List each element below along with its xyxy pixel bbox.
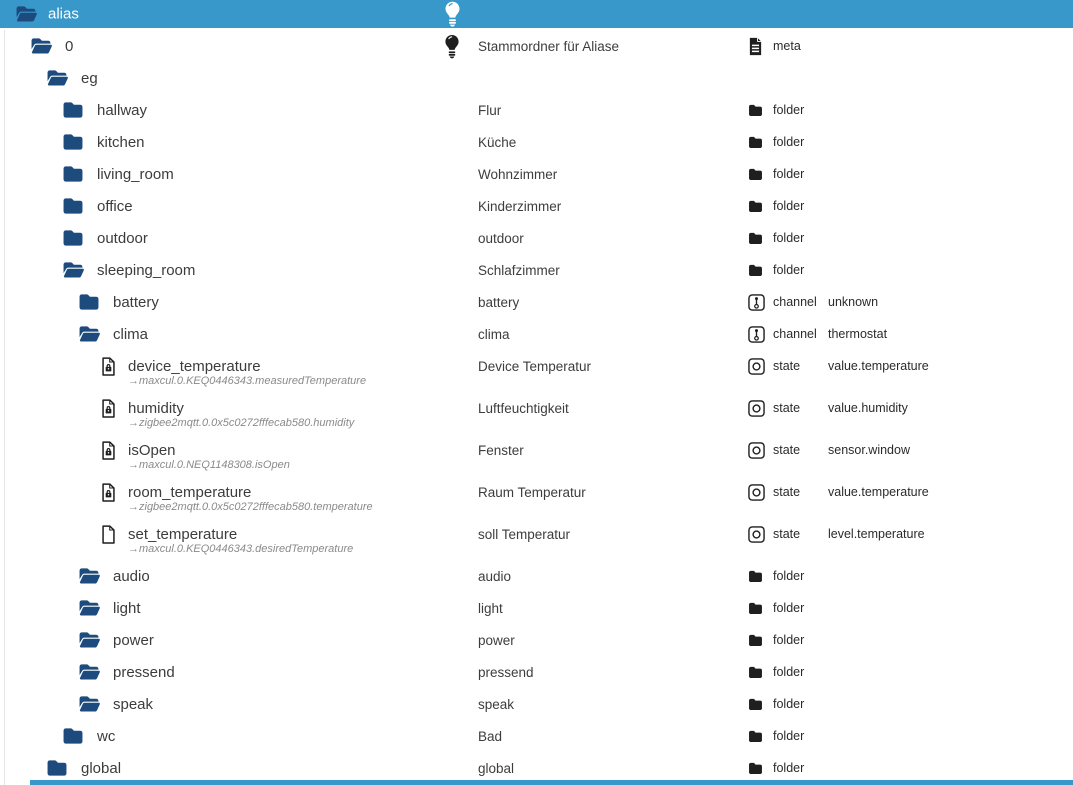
object-type-label: state [773,485,801,499]
object-type-cell [748,656,828,688]
object-name-label: global [478,760,515,776]
folder-small-icon [748,762,766,774]
folder-closed-icon [62,229,84,247]
object-type-label: folder [773,633,805,647]
object-name-label: pressend [478,664,534,680]
tree-row-set_temperature[interactable] [0,518,1073,560]
object-id-label: audio [113,567,150,585]
state-icon [748,442,766,459]
tree-row-room_temperature[interactable] [0,476,1073,518]
object-name-label: light [478,600,503,616]
object-id-label: speak [113,695,154,713]
object-id-label: set_temperature [128,525,238,543]
object-name-label: clima [478,326,510,342]
doc-lock-icon [101,441,116,460]
folder-closed-icon [62,165,84,183]
folder-open-icon [78,599,100,617]
tree-row-0[interactable] [0,30,1073,62]
folder-open-icon [78,325,100,343]
alias-target-reference: →zigbee2mqtt.0.0x5c0272fffecab580.temperature [128,501,373,513]
folder-open-icon [78,663,100,681]
object-name-label: audio [478,568,512,584]
object-id-label: outdoor [97,229,148,247]
state-icon [748,526,766,543]
column-divider [4,30,5,785]
object-id-label: 0 [65,37,74,55]
object-type-label: folder [773,569,805,583]
object-role-label: value.humidity [828,401,908,415]
object-type-label: folder [773,601,805,615]
object-id-label: global [81,759,122,777]
object-name-label: Flur [478,102,502,118]
folder-small-icon [748,602,766,614]
object-name-label: power [478,632,515,648]
alias-target-reference: →maxcul.0.KEQ0446343.desiredTemperature [128,543,354,555]
object-id-label: room_temperature [128,483,252,501]
doc-plain-icon [101,525,116,544]
object-name-label: soll Temperatur [478,526,571,542]
folder-closed-icon [62,133,84,151]
folder-small-icon [748,264,766,276]
lightbulb-icon [444,30,460,62]
object-name-label: Device Temperatur [478,358,592,374]
root-label: alias [48,5,79,23]
object-type-label: state [773,443,801,457]
object-id-label: device_temperature [128,357,261,375]
tree-row-speak[interactable] [0,688,1073,720]
tree-row-eg[interactable] [0,62,1073,94]
folder-small-icon [748,570,766,582]
object-type-cell [748,518,925,550]
tree-row-sleeping_room[interactable] [0,254,1073,286]
object-type-label: folder [773,761,805,775]
object-name-label: battery [478,294,520,310]
folder-open-icon [46,69,68,87]
object-name-label: outdoor [478,230,524,246]
object-type-label: meta [773,39,801,53]
object-name-label: speak [478,696,515,712]
object-id-label: hallway [97,101,148,119]
folder-small-icon [748,698,766,710]
folder-small-icon [748,168,766,180]
object-type-label: channel [773,327,817,341]
folder-small-icon [748,232,766,244]
object-type-cell [748,592,828,624]
tree-row-isOpen[interactable] [0,434,1073,476]
object-type-cell [748,30,828,62]
folder-open-icon [15,5,37,23]
object-type-cell [748,624,828,656]
object-type-cell [748,222,828,254]
tree-row-outdoor[interactable] [0,222,1073,254]
object-id-label: power [113,631,154,649]
object-type-cell [748,350,929,382]
object-role-label: value.temperature [828,485,929,499]
partial-next-row[interactable] [30,780,1073,785]
object-type-cell [748,254,828,286]
tree-row-battery[interactable] [0,286,1073,318]
object-role-label: unknown [828,295,879,309]
object-id-label: pressend [113,663,175,681]
object-role-label: thermostat [828,327,888,341]
tree-row-hallway[interactable] [0,94,1073,126]
tree-row-pressend[interactable] [0,656,1073,688]
folder-closed-icon [62,101,84,119]
folder-small-icon [748,634,766,646]
object-type-cell [748,476,929,508]
folder-closed-icon [78,293,100,311]
tree-row-office[interactable] [0,190,1073,222]
object-type-label: folder [773,697,805,711]
folder-open-icon [78,631,100,649]
object-name-label: Wohnzimmer [478,166,558,182]
folder-open-icon [78,567,100,585]
tree-row-wc[interactable] [0,720,1073,752]
object-type-cell [748,560,828,592]
doc-lock-icon [101,483,116,502]
object-id-label: office [97,197,133,215]
state-icon [748,484,766,501]
object-type-cell [748,392,908,424]
object-id-label: light [113,599,141,617]
folder-closed-icon [62,727,84,745]
object-type-label: folder [773,665,805,679]
meta-doc-icon [748,37,766,56]
folder-small-icon [748,666,766,678]
tree-row-power[interactable] [0,624,1073,656]
object-name-label: Bad [478,728,503,744]
object-type-label: folder [773,263,805,277]
doc-lock-icon [101,399,116,418]
folder-open-icon [78,695,100,713]
doc-lock-icon [101,357,116,376]
lightbulb-icon [444,1,461,27]
object-id-label: battery [113,293,159,311]
tree-row-living_room[interactable] [0,158,1073,190]
object-type-cell [748,688,828,720]
tree-row-light[interactable] [0,592,1073,624]
tree-row-audio[interactable] [0,560,1073,592]
folder-open-icon [62,261,84,279]
object-role-label: level.temperature [828,527,925,541]
tree-row-clima[interactable] [0,318,1073,350]
object-id-label: wc [97,727,116,745]
object-id-label: living_room [97,165,174,183]
object-name-label: Raum Temperatur [478,484,586,500]
object-name-label: Schlafzimmer [478,262,560,278]
object-type-label: folder [773,135,805,149]
channel-icon [748,294,766,311]
object-type-cell [748,434,910,466]
object-name-label: Luftfeuchtigkeit [478,400,569,416]
folder-closed-icon [62,197,84,215]
tree-row-device_temperature[interactable] [0,350,1073,392]
folder-closed-icon [46,759,68,777]
folder-small-icon [748,200,766,212]
object-id-label: isOpen [128,441,176,459]
object-id-label: kitchen [97,133,145,151]
alias-target-reference: →maxcul.0.KEQ0446343.measuredTemperature [128,375,367,387]
folder-open-icon [30,37,52,55]
object-type-label: folder [773,103,805,117]
tree-row-kitchen[interactable] [0,126,1073,158]
object-type-label: folder [773,199,805,213]
object-type-label: state [773,527,801,541]
object-type-cell [748,94,828,126]
object-id-label: eg [81,69,98,87]
state-icon [748,400,766,417]
object-type-cell [748,190,828,222]
object-name-label: Fenster [478,442,524,458]
object-id-label: sleeping_room [97,261,196,279]
object-name-label: Stammordner für Aliase [478,38,620,54]
alias-target-reference: →zigbee2mqtt.0.0x5c0272fffecab580.humidity [128,417,355,429]
object-type-label: channel [773,295,817,309]
channel-icon [748,326,766,343]
object-type-label: folder [773,231,805,245]
object-type-label: state [773,401,801,415]
object-type-cell [748,720,828,752]
object-type-cell [748,318,887,350]
object-type-cell [748,286,878,318]
object-name-label: Kinderzimmer [478,198,562,214]
object-id-label: humidity [128,399,184,417]
folder-small-icon [748,730,766,742]
folder-small-icon [748,104,766,116]
object-type-label: folder [773,167,805,181]
object-role-label: sensor.window [828,443,910,457]
object-role-label: value.temperature [828,359,929,373]
alias-target-reference: →maxcul.0.NEQ1148308.isOpen [128,459,290,471]
object-type-cell [748,158,828,190]
object-type-cell [748,126,828,158]
object-type-label: state [773,359,801,373]
object-name-label: Küche [478,134,517,150]
folder-small-icon [748,136,766,148]
tree-header-row-alias[interactable] [0,0,1073,28]
tree-row-humidity[interactable] [0,392,1073,434]
tree-rows [0,30,1073,784]
object-id-label: clima [113,325,149,343]
state-icon [748,358,766,375]
object-type-label: folder [773,729,805,743]
